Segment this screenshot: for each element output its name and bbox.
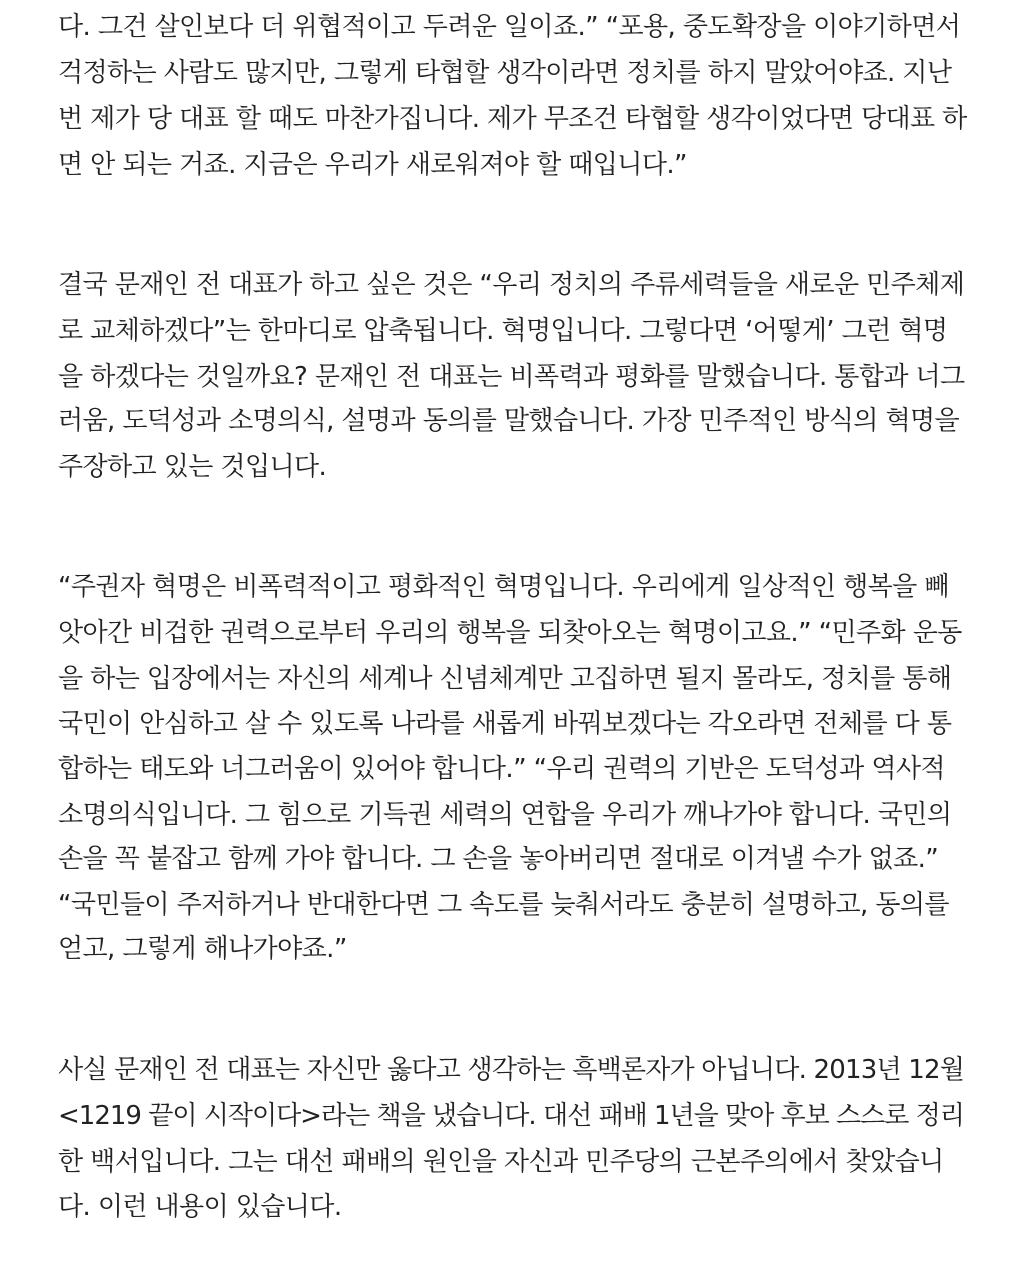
text-line: 걱정하는 사람도 많지만, 그렇게 타협할 생각이라면 정치를 하지 말았어야죠. 지난 [58,58,952,88]
text-line: 다. 그건 살인보다 더 위협적이고 두려운 일이죠.” “포용, 중도확장을 이야기하면서 [58,12,961,42]
text-line: 앗아간 비겁한 권력으로부터 우리의 행복을 되찾아오는 혁명이고요.” “민주화 운동 [58,618,962,648]
text-line: “주권자 혁명은 비폭력적이고 평화적인 혁명입니다. 우리에게 일상적인 행복을 빼 [58,572,949,602]
text-line: 을 하는 입장에서는 자신의 세계나 신념체계만 고집하면 될지 몰라도, 정치를 통해 [58,664,952,694]
text-line: 합하는 태도와 너그러움이 있어야 합니다.” “우리 권력의 기반은 도덕성과 역사적 [58,754,945,784]
text-line: 손을 꼭 붙잡고 함께 가야 합니다. 그 손을 놓아버리면 절대로 이겨낼 수가 없죠.” [58,844,939,874]
text-line: 을 하겠다는 것일까요? 문재인 전 대표는 비폭력과 평화를 말했습니다. 통합과 너그 [58,362,965,392]
text-line: 러움, 도덕성과 소명의식, 설명과 동의를 말했습니다. 가장 민주적인 방식의 혁명을 [58,406,960,436]
text-line: 로 교체하겠다”는 한마디로 압축됩니다. 혁명입니다. 그렇다면 ‘어떻게’ 그런 혁명 [58,316,948,346]
text-line: <1219 끝이 시작이다>라는 책을 냈습니다. 대선 패배 1년을 맞아 후보 스스로 정리 [58,1101,964,1131]
text-line: 번 제가 당 대표 할 때도 마찬가집니다. 제가 무조건 타협할 생각이었다면 당대표 하 [58,104,967,134]
text-line: 사실 문재인 전 대표는 자신만 옳다고 생각하는 흑백론자가 아닙니다. 2013년 12월 [58,1055,965,1085]
text-line: 소명의식입니다. 그 힘으로 기득권 세력의 연합을 우리가 깨나가야 합니다. 국민의 [58,800,952,830]
text-line: 결국 문재인 전 대표가 하고 싶은 것은 “우리 정치의 주류세력들을 새로운 민주체제 [58,270,965,300]
text-line: 주장하고 있는 것입니다. [58,452,327,482]
text-line: 한 백서입니다. 그는 대선 패배의 원인을 자신과 민주당의 근본주의에서 찾았습니 [58,1147,944,1177]
text-line: 다. 이런 내용이 있습니다. [58,1192,342,1222]
text-line: 면 안 되는 거죠. 지금은 우리가 새로워져야 할 때입니다.” [58,150,687,180]
text-line: 얻고, 그렇게 해나가야죠.” [58,934,347,964]
text-line: “국민들이 주저하거나 반대한다면 그 속도를 늦춰서라도 충분히 설명하고, 동의를 [58,890,949,920]
text-line: 국민이 안심하고 살 수 있도록 나라를 새롭게 바꿔보겠다는 각오라면 전체를 다 통 [58,709,952,739]
